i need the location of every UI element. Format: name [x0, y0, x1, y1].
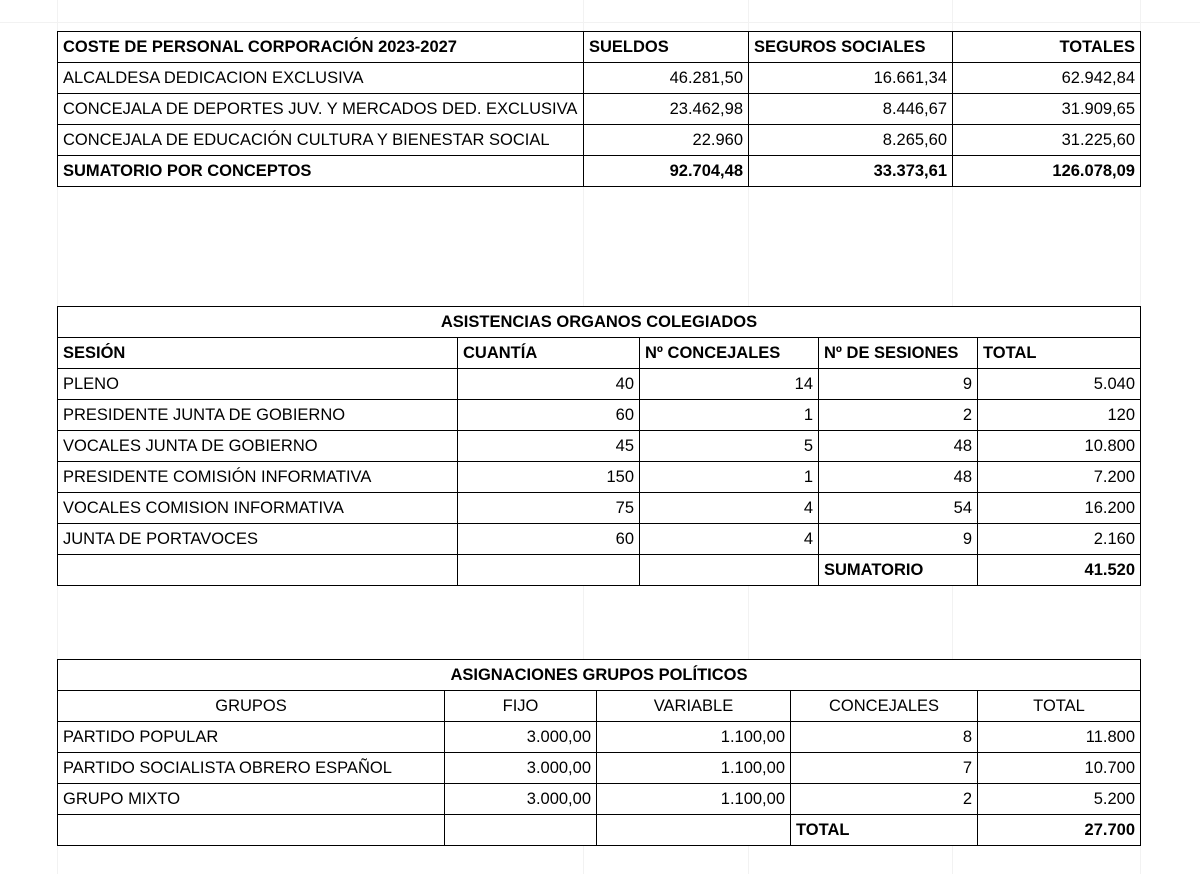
cell-fijo: 3.000,00: [445, 784, 597, 815]
cell-total-grand: 126.078,09: [953, 156, 1141, 187]
table-title: ASIGNACIONES GRUPOS POLÍTICOS: [58, 660, 1141, 691]
table-coste-personal: [57, 31, 1141, 187]
header-cell-concept: COSTE DE PERSONAL CORPORACIÓN 2023-2027: [58, 32, 584, 63]
header-cell-fijo: FIJO: [445, 691, 597, 722]
table-row: [58, 493, 1141, 524]
cell-grupo: GRUPO MIXTO: [58, 784, 445, 815]
cell-total: 62.942,84: [953, 63, 1141, 94]
cell-cuantia: 150: [458, 462, 640, 493]
table-row: [58, 722, 1141, 753]
table-row: [58, 784, 1141, 815]
cell-concejales: 2: [791, 784, 978, 815]
cell-cuantia: 60: [458, 524, 640, 555]
cell-sesion: VOCALES COMISION INFORMATIVA: [58, 493, 458, 524]
header-cell-sueldos: SUELDOS: [584, 32, 749, 63]
cell-concejales: 1: [640, 462, 819, 493]
table-title-row: [58, 307, 1141, 338]
cell-sueldo: 23.462,98: [584, 94, 749, 125]
cell-total: 5.200: [978, 784, 1141, 815]
cell-fijo: 3.000,00: [445, 722, 597, 753]
header-cell-grupos: GRUPOS: [58, 691, 445, 722]
cell-total: 10.800: [978, 431, 1141, 462]
table-row: [58, 369, 1141, 400]
cell-grupo: PARTIDO POPULAR: [58, 722, 445, 753]
bg-gridline: [0, 22, 1200, 23]
cell-total-label: SUMATORIO POR CONCEPTOS: [58, 156, 584, 187]
table-header-row: [58, 338, 1141, 369]
cell-sesion: PLENO: [58, 369, 458, 400]
cell-variable: 1.100,00: [597, 784, 791, 815]
cell-total: 7.200: [978, 462, 1141, 493]
table-row: [58, 125, 1141, 156]
cell-total-value: 27.700: [978, 815, 1141, 846]
cell-cuantia: 60: [458, 400, 640, 431]
table-total-row: [58, 555, 1141, 586]
cell-total-value: 41.520: [978, 555, 1141, 586]
table-row: [58, 400, 1141, 431]
table-total-row: [58, 815, 1141, 846]
cell-total: 31.225,60: [953, 125, 1141, 156]
cell-empty: [445, 815, 597, 846]
table-row: [58, 753, 1141, 784]
table-row: [58, 63, 1141, 94]
table-header-row: [58, 32, 1141, 63]
table-row: [58, 524, 1141, 555]
cell-total: 11.800: [978, 722, 1141, 753]
cell-concejales: 4: [640, 493, 819, 524]
cell-sesion: PRESIDENTE JUNTA DE GOBIERNO: [58, 400, 458, 431]
cell-empty: [58, 815, 445, 846]
cell-concept: CONCEJALA DE DEPORTES JUV. Y MERCADOS DED. EXCLUSIVA: [58, 94, 584, 125]
cell-total-seguro: 33.373,61: [749, 156, 953, 187]
cell-sesion: VOCALES JUNTA DE GOBIERNO: [58, 431, 458, 462]
header-cell-sesion: SESIÓN: [58, 338, 458, 369]
cell-total: 16.200: [978, 493, 1141, 524]
table-row: [58, 462, 1141, 493]
cell-total-sueldo: 92.704,48: [584, 156, 749, 187]
cell-concejales: 1: [640, 400, 819, 431]
header-cell-concejales: Nº CONCEJALES: [640, 338, 819, 369]
header-cell-concejales: CONCEJALES: [791, 691, 978, 722]
cell-concejales: 4: [640, 524, 819, 555]
cell-sueldo: 22.960: [584, 125, 749, 156]
cell-sesion: PRESIDENTE COMISIÓN INFORMATIVA: [58, 462, 458, 493]
cell-seguro: 8.446,67: [749, 94, 953, 125]
header-cell-total: TOTAL: [978, 691, 1141, 722]
cell-fijo: 3.000,00: [445, 753, 597, 784]
cell-sesiones: 48: [819, 462, 978, 493]
cell-empty: [640, 555, 819, 586]
cell-cuantia: 45: [458, 431, 640, 462]
table-row: [58, 94, 1141, 125]
cell-total: 120: [978, 400, 1141, 431]
cell-concejales: 7: [791, 753, 978, 784]
cell-empty: [458, 555, 640, 586]
header-cell-total: TOTAL: [978, 338, 1141, 369]
cell-empty: [597, 815, 791, 846]
cell-sesiones: 54: [819, 493, 978, 524]
header-cell-cuantia: CUANTÍA: [458, 338, 640, 369]
cell-concept: ALCALDESA DEDICACION EXCLUSIVA: [58, 63, 584, 94]
cell-total: 31.909,65: [953, 94, 1141, 125]
cell-concejales: 14: [640, 369, 819, 400]
table-asistencias-organos-colegiados: [57, 306, 1141, 586]
header-cell-totales: TOTALES: [953, 32, 1141, 63]
cell-total: 10.700: [978, 753, 1141, 784]
cell-sueldo: 46.281,50: [584, 63, 749, 94]
cell-total: 2.160: [978, 524, 1141, 555]
table-row: [58, 431, 1141, 462]
table-header-row: [58, 691, 1141, 722]
cell-total-label: SUMATORIO: [819, 555, 978, 586]
header-cell-variable: VARIABLE: [597, 691, 791, 722]
table-asignaciones-grupos-politicos: [57, 659, 1141, 846]
cell-sesiones: 48: [819, 431, 978, 462]
cell-seguro: 8.265,60: [749, 125, 953, 156]
cell-sesiones: 2: [819, 400, 978, 431]
cell-variable: 1.100,00: [597, 753, 791, 784]
cell-cuantia: 40: [458, 369, 640, 400]
cell-empty: [58, 555, 458, 586]
cell-grupo: PARTIDO SOCIALISTA OBRERO ESPAÑOL: [58, 753, 445, 784]
cell-total: 5.040: [978, 369, 1141, 400]
table-total-row: [58, 156, 1141, 187]
header-cell-sesiones: Nº DE SESIONES: [819, 338, 978, 369]
cell-concept: CONCEJALA DE EDUCACIÓN CULTURA Y BIENESTAR SOCIAL: [58, 125, 584, 156]
cell-variable: 1.100,00: [597, 722, 791, 753]
cell-total-label: TOTAL: [791, 815, 978, 846]
cell-seguro: 16.661,34: [749, 63, 953, 94]
cell-sesion: JUNTA DE PORTAVOCES: [58, 524, 458, 555]
cell-sesiones: 9: [819, 369, 978, 400]
cell-cuantia: 75: [458, 493, 640, 524]
table-title-row: [58, 660, 1141, 691]
table-title: ASISTENCIAS ORGANOS COLEGIADOS: [58, 307, 1141, 338]
cell-concejales: 8: [791, 722, 978, 753]
cell-sesiones: 9: [819, 524, 978, 555]
cell-concejales: 5: [640, 431, 819, 462]
header-cell-seguros: SEGUROS SOCIALES: [749, 32, 953, 63]
